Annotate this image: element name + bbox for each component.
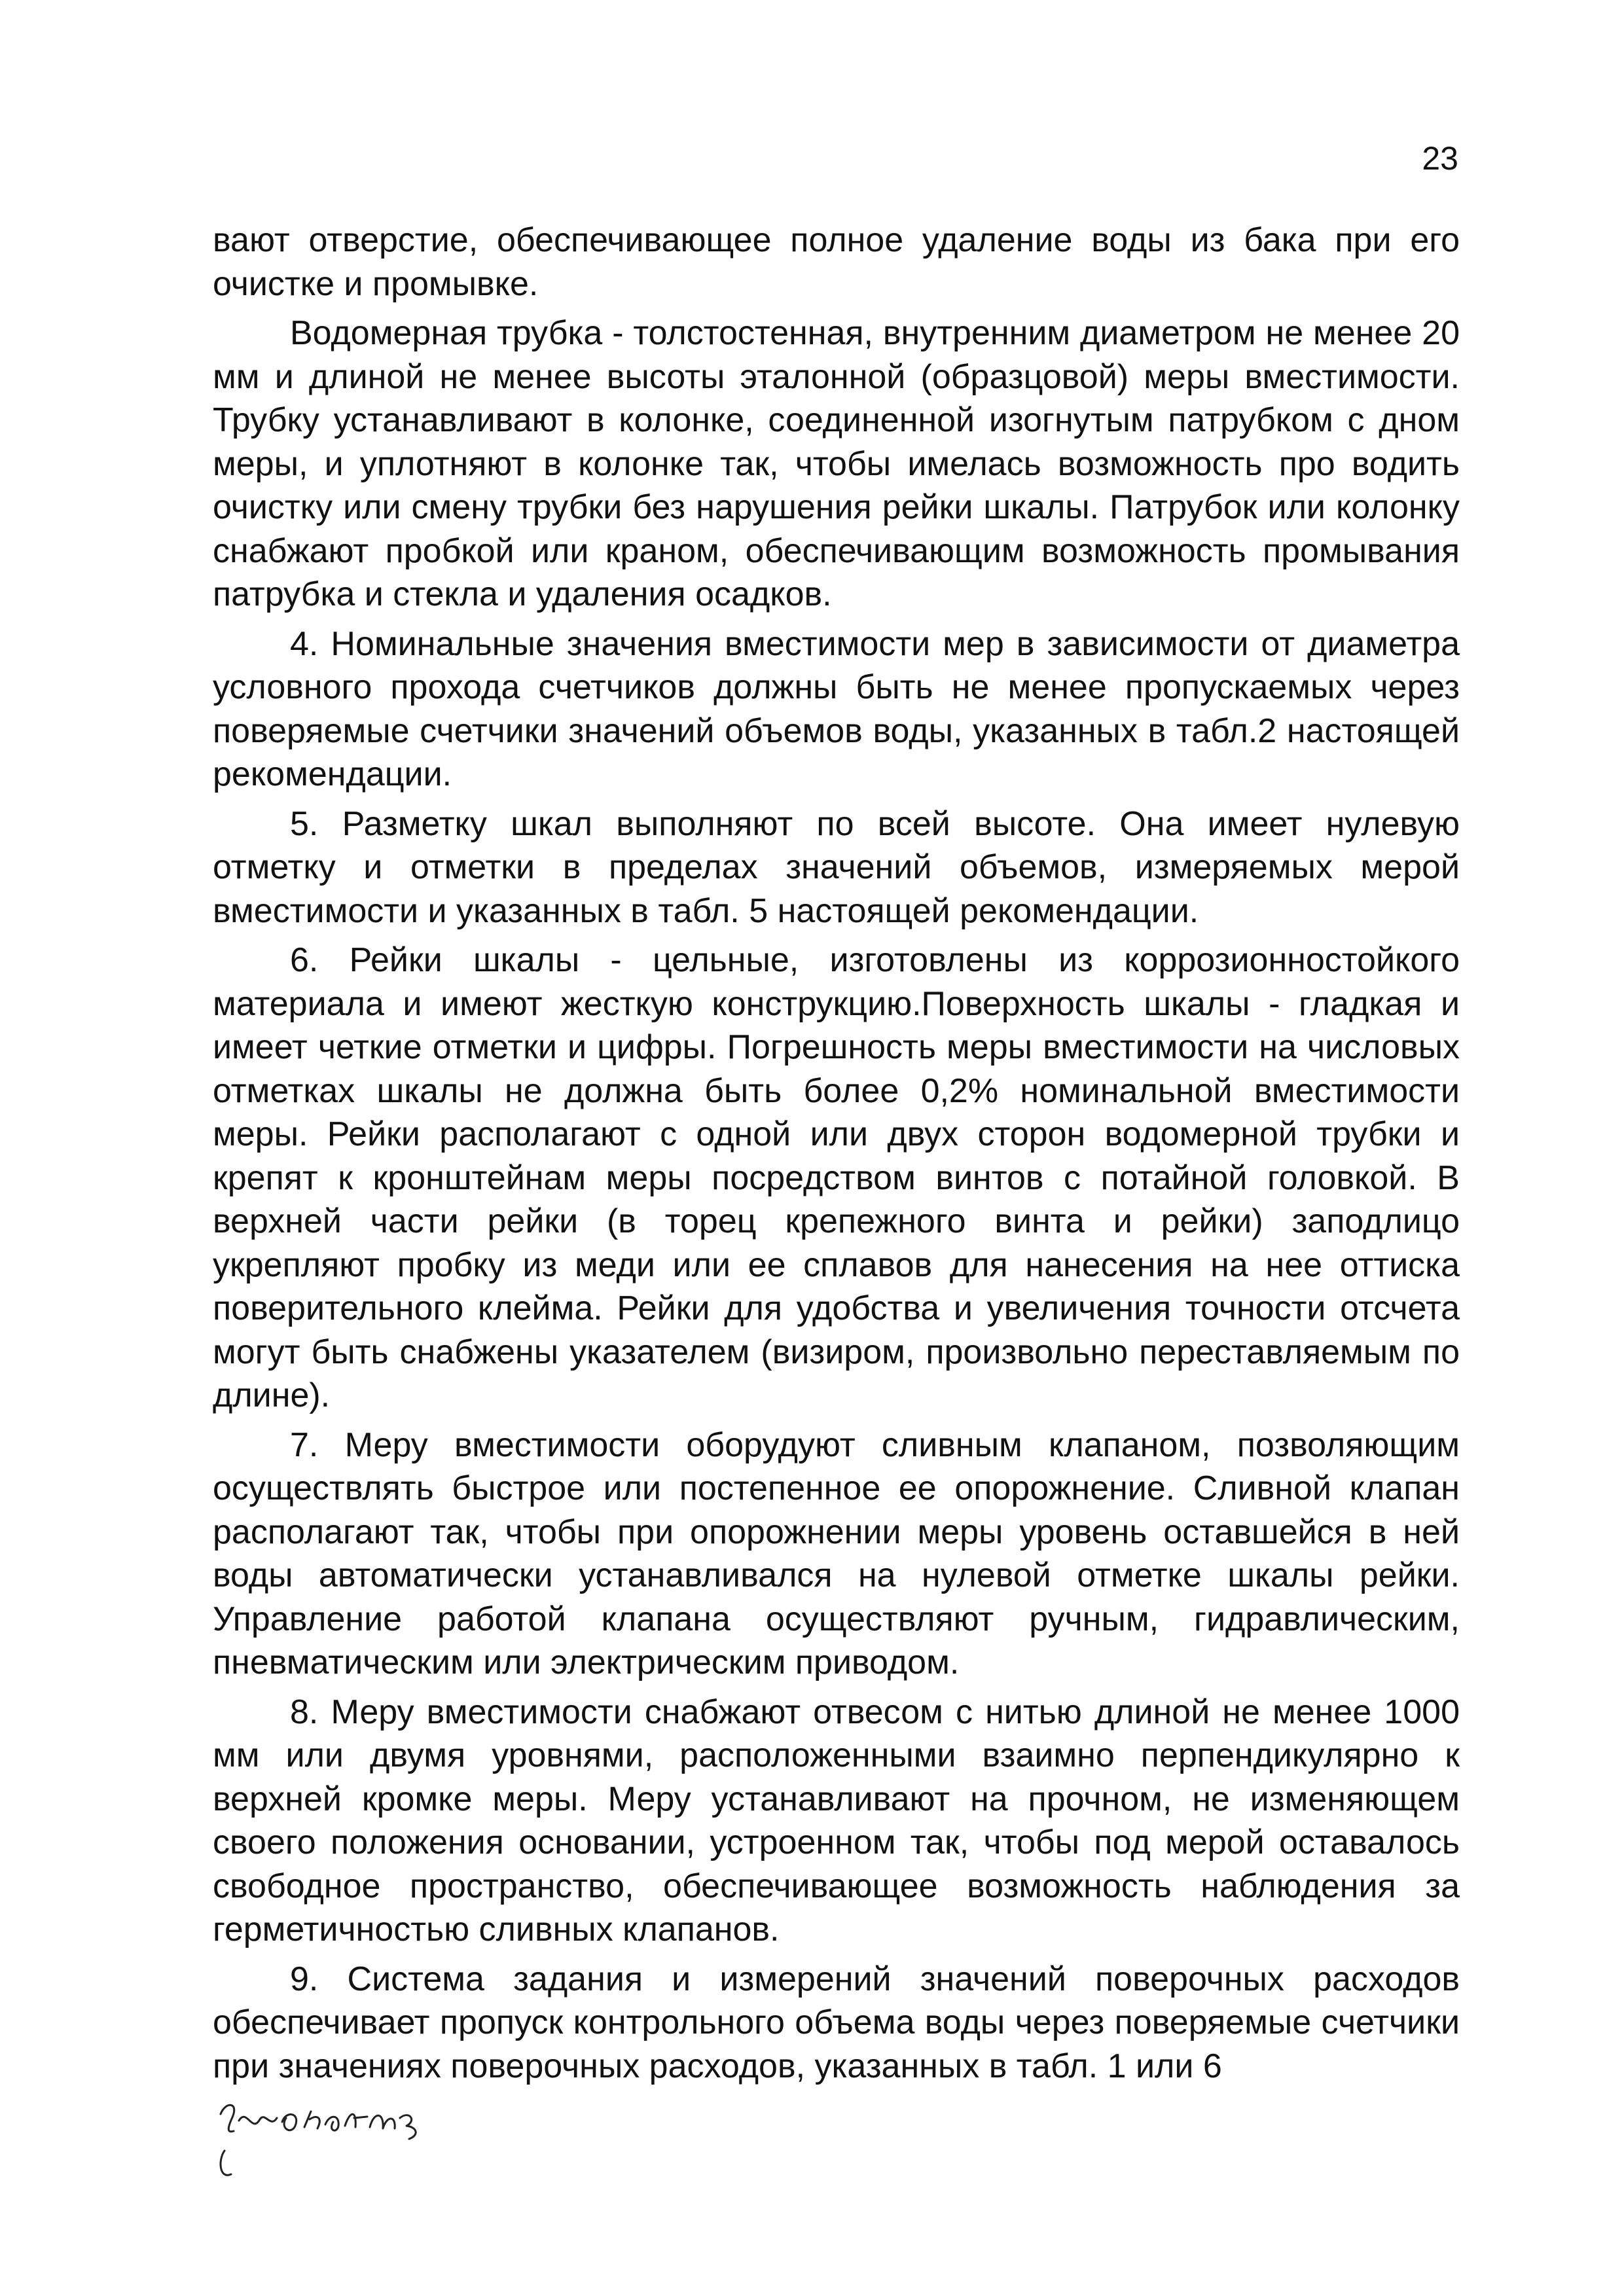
paragraph-item-7: 7. Меру вместимости оборудуют сливным клапаном, позволяющим осуществлять быстрое или постепенное ее опорожнение. Сливной клапан располагают так, чтобы при опорожнении меры уровень оставшейся в ней воды автоматически устанавливался на нулевой отметке шкалы рейки. Управление работой клапана осуществляют ручным, гидравлическим, пневматическим или электрическим приводом.	[213, 1426, 1460, 1681]
paragraph-item-4: 4. Номинальные значения вместимости мер в зависимости от диаметра условного прохода счетчиков должны быть не менее пропускаемых через поверяемые счетчики значений объемов воды, указанных в табл.2 настоящей рекомендации.	[213, 624, 1460, 793]
handwritten-note	[213, 2088, 475, 2186]
paragraph-item-6: 6. Рейки шкалы - цельные, изготовлены из коррозионностойкого материала и имеют жесткую конструкцию.Поверхность шкалы - гладкая и имеет четкие отметки и цифры. Погрешность меры вместимости на числовых отметках шкалы не должна быть более 0,2% номинальной вместимости меры. Рейки располагают с одной или двух сторон водомерной трубки и крепят к кронштейнам меры посредством винтов с потайной головкой. В верхней части рейки (в торец крепежного винта и рейки) заподлицо укрепляют пробку из меди или ее сплавов для нанесения на нее оттиска поверительного клейма. Рейки для удобства и увеличения точности отсчета могут быть снабжены указателем (визиром, произвольно переставляемым по длине).	[213, 941, 1460, 1414]
body-text	[213, 219, 1460, 2094]
paragraph-continuation: вают отверстие, обеспечивающее полное удаление воды из бака при его очистке и промывке.	[213, 221, 1460, 303]
paragraph-item-5: 5. Разметку шкал выполняют по всей высоте. Она имеет нулевую отметку и отметки в пределах значений объемов, измеряемых мерой вместимости и указанных в табл. 5 настоящей рекомендации.	[213, 804, 1460, 930]
paragraph-item-9: 9. Система задания и измерений значений поверочных расходов обеспечивает пропуск контрольного объема воды через поверяемые счетчики при значениях поверочных расходов, указанных в табл. 1 или 6	[213, 1960, 1460, 2085]
paragraph-item-8: 8. Меру вместимости снабжают отвесом с нитью длиной не менее 1000 мм или двумя уровнями, расположенными взаимно перпендикулярно к верхней кромке меры. Меру устанавливают на прочном, не изменяющем своего положения основании, устроенном так, чтобы под мерой оставалось свободное пространство, обеспечивающее возможность наблюдения за герметичностью сливных клапанов.	[213, 1693, 1460, 1948]
paragraph-water-gauge-tube: Водомерная трубка - толстостенная, внутренним диаметром не менее 20 мм и длиной не менее высоты эталонной (образцовой) меры вместимости. Трубку устанавливают в колонке, соединенной изогнутым патрубком с дном меры, и уплотняют в колонке так, чтобы имелась возможность про водить очистку или смену трубки без нарушения рейки шкалы. Патрубок или колонку снабжают пробкой или краном, обеспечивающим возможность промывания патрубка и стекла и удаления осадков.	[213, 314, 1460, 613]
page-number: 23	[1422, 140, 1458, 177]
